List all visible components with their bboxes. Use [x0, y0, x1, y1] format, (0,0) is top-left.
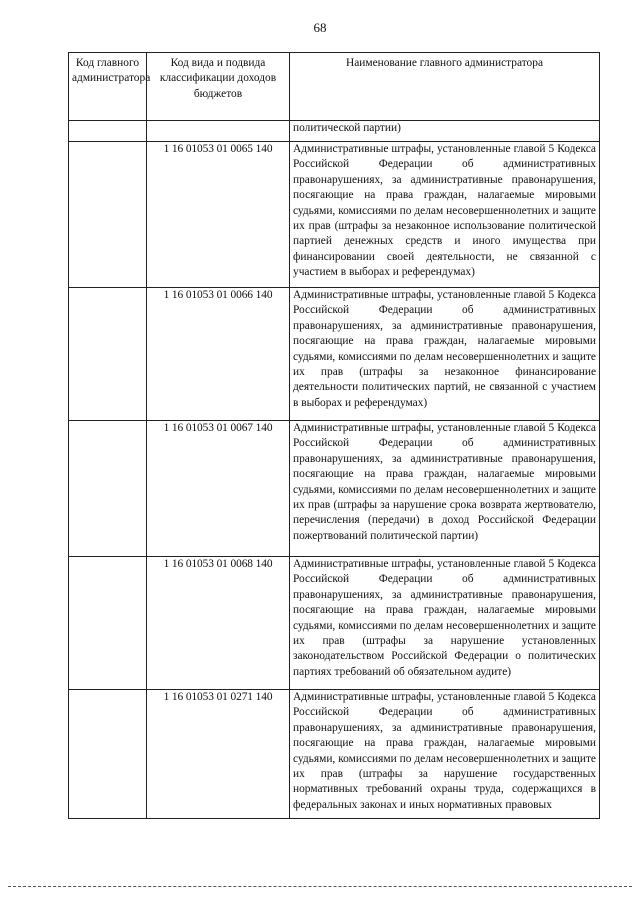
page-bottom-divider [8, 886, 632, 887]
admin-name-cell: политической партии) [290, 121, 600, 142]
admin-name-cell: Административные штрафы, установленные главой 5 Кодекса Российской Федерации об административных правонарушениях, за административные правонарушения, посягающие на права граждан, налагаемые мировыми судьями, комиссиями по делам несовершеннолетних и защите их прав (штрафы за нарушение срока возврата жертвователю, перечисления (передачи) в доход Российской Федерации пожертвований политической партии) [290, 421, 600, 557]
admin-code-cell [69, 690, 147, 819]
page-number: 68 [313, 20, 327, 35]
revenue-code-cell [147, 121, 290, 142]
table-row [69, 288, 600, 421]
header-admin-name: Наименование главного администратора [290, 53, 600, 121]
table-header-row [69, 53, 600, 121]
revenue-classification-table [68, 52, 600, 819]
revenue-code-cell: 1 16 01053 01 0065 140 [147, 142, 290, 288]
admin-code-cell [69, 421, 147, 557]
revenue-code-cell: 1 16 01053 01 0066 140 [147, 288, 290, 421]
table-row [69, 690, 600, 819]
revenue-code-cell: 1 16 01053 01 0068 140 [147, 557, 290, 690]
admin-name-cell: Административные штрафы, установленные главой 5 Кодекса Российской Федерации об административных правонарушениях, за административные правонарушения, посягающие на права граждан, налагаемые мировыми судьями, комиссиями по делам несовершеннолетних и защите их прав (штрафы за нарушение государственных нормативных требований охраны труда, содержащихся в федеральных законах и иных нормативных правовых [290, 690, 600, 819]
header-revenue-code: Код вида и подвида классификации доходов бюджетов [147, 53, 290, 121]
admin-name-cell: Административные штрафы, установленные главой 5 Кодекса Российской Федерации об административных правонарушениях, за административные правонарушения, посягающие на права граждан, налагаемые мировыми судьями, комиссиями по делам несовершеннолетних и защите их прав (штрафы за незаконное использование политической партией денежных средств и иного имущества при финансировании своей деятельности, не связанной с участием в выборах и референдумах) [290, 142, 600, 288]
revenue-code-cell: 1 16 01053 01 0271 140 [147, 690, 290, 819]
admin-code-cell [69, 288, 147, 421]
admin-name-cell: Административные штрафы, установленные главой 5 Кодекса Российской Федерации об административных правонарушениях, за административные правонарушения, посягающие на права граждан, налагаемые мировыми судьями, комиссиями по делам несовершеннолетних и защите их прав (штрафы за нарушение установленных законодательством Российской Федерации о политических партиях требований об обязательном аудите) [290, 557, 600, 690]
table-row [69, 142, 600, 288]
table-row [69, 557, 600, 690]
admin-code-cell [69, 121, 147, 142]
header-admin-code: Код главного администратора [69, 53, 147, 121]
table-row [69, 421, 600, 557]
admin-name-cell: Административные штрафы, установленные главой 5 Кодекса Российской Федерации об административных правонарушениях, за административные правонарушения, посягающие на права граждан, налагаемые мировыми судьями, комиссиями по делам несовершеннолетних и защите их прав (штрафы за незаконное финансирование деятельности политических партий, не связанной с участием в выборах и референдумах) [290, 288, 600, 421]
admin-code-cell [69, 142, 147, 288]
table-row [69, 121, 600, 142]
admin-code-cell [69, 557, 147, 690]
revenue-code-cell: 1 16 01053 01 0067 140 [147, 421, 290, 557]
